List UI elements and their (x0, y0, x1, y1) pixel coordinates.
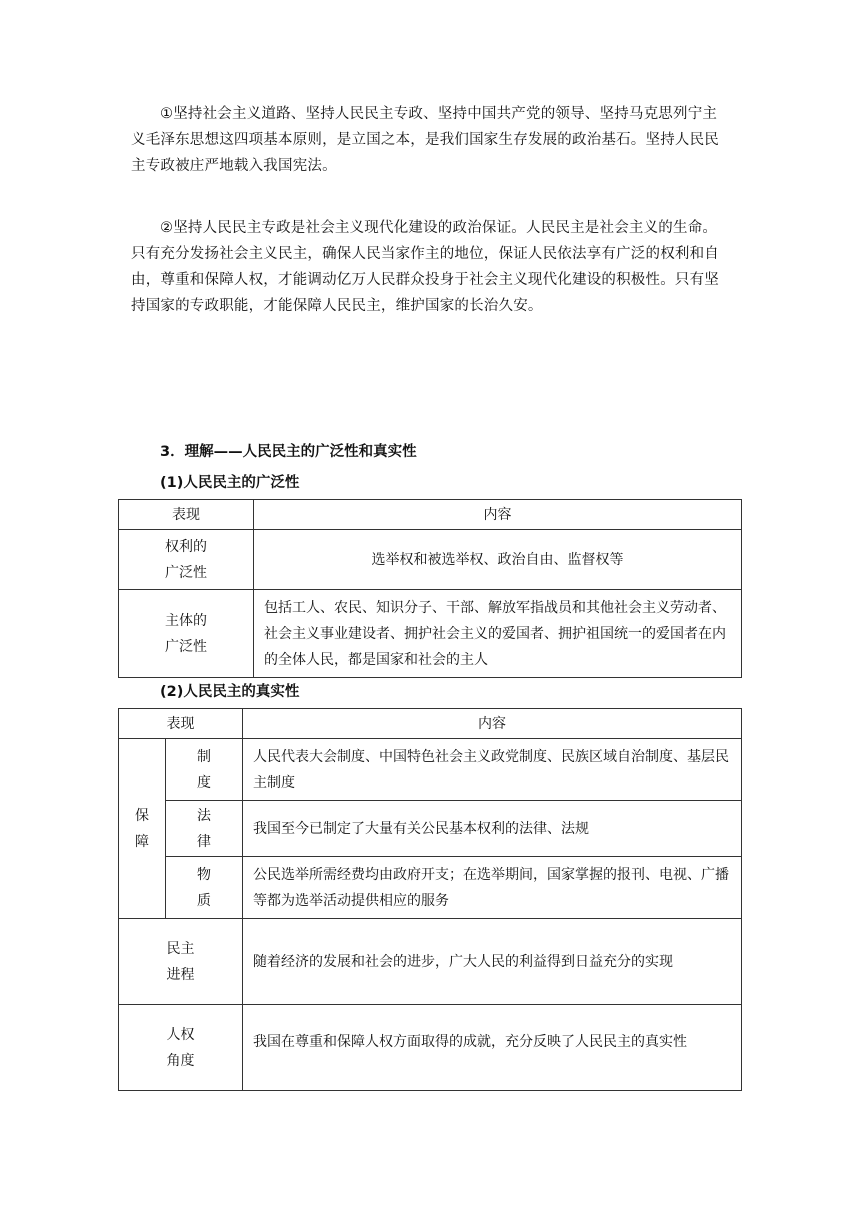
header-cell-content: 内容 (243, 709, 742, 739)
row-content: 随着经济的发展和社会的进步，广大人民的利益得到日益充分的实现 (243, 919, 742, 1005)
table-header-row (119, 500, 742, 530)
row-label-line: 广泛性 (165, 638, 207, 655)
row-content: 选举权和被选举权、政治自由、监督权等 (254, 530, 742, 590)
header-cell-performance: 表现 (119, 709, 243, 739)
sub-label-line: 度 (197, 774, 211, 791)
row-label-line: 权利的 (165, 538, 207, 555)
sub-label (166, 857, 243, 919)
paragraph-four-principles: ①坚持社会主义道路、坚持人民民主专政、坚持中国共产党的领导、坚持马克思列宁主义毛泽东思想这四项基本原则，是立国之本，是我们国家生存发展的政治基石。坚持人民民主专政被庄严地载入我国宪法。 (131, 106, 719, 174)
row-label-line: 主体的 (165, 612, 207, 629)
sub-label-line: 物 (197, 866, 211, 883)
sub-label-line: 律 (197, 833, 211, 850)
row-label (119, 530, 254, 590)
section-heading: 3．理解——人民民主的广泛性和真实性 (160, 444, 417, 460)
row-label (119, 590, 254, 678)
row-label-line: 角度 (166, 1052, 195, 1069)
table-header-row (119, 709, 742, 739)
row-content: 公民选举所需经费均由政府开支；在选举期间，国家掌握的报刊、电视、广播等都为选举活动提供相应的服务 (243, 857, 742, 919)
row-label-line: 广泛性 (165, 564, 207, 581)
sub-label-line: 质 (197, 892, 211, 909)
table-row (119, 919, 742, 1005)
table-row (119, 857, 742, 919)
group-label-line: 障 (135, 833, 149, 850)
row-label-line: 民主 (166, 940, 195, 957)
table-row (119, 590, 742, 678)
header-cell-performance: 表现 (119, 500, 254, 530)
paragraph-dictatorship-guarantee: ②坚持人民民主专政是社会主义现代化建设的政治保证。人民民主是社会主义的生命。只有充分发扬社会主义民主，确保人民当家作主的地位，保证人民依法享有广泛的权利和自由，尊重和保障人权，才能调动亿万人民群众投身于社会主义现代化建设的积极性。只有坚持国家的专政职能，才能保障人民民主，维护国家的长治久安。 (131, 220, 719, 314)
row-content: 人民代表大会制度、中国特色社会主义政党制度、民族区域自治制度、基层民主制度 (243, 739, 742, 801)
table-row (119, 530, 742, 590)
table-row (119, 801, 742, 857)
sub-label-line: 制 (197, 748, 211, 765)
group-label-line: 保 (135, 807, 149, 824)
row-label-line: 进程 (166, 966, 195, 983)
breadth-table (118, 499, 742, 678)
table-row (119, 1005, 742, 1091)
row-content: 我国在尊重和保障人权方面取得的成就，充分反映了人民民主的真实性 (243, 1005, 742, 1091)
subheading-breadth: (1)人民民主的广泛性 (160, 475, 300, 491)
row-label (119, 1005, 243, 1091)
row-label (119, 919, 243, 1005)
row-content: 包括工人、农民、知识分子、干部、解放军指战员和其他社会主义劳动者、社会主义事业建设者、拥护社会主义的爱国者、拥护祖国统一的爱国者在内的全体人民，都是国家和社会的主人 (254, 590, 742, 678)
sub-label-line: 法 (197, 807, 211, 824)
header-cell-content: 内容 (254, 500, 742, 530)
group-label-guarantee (119, 739, 166, 919)
table-row (119, 739, 742, 801)
row-label-line: 人权 (166, 1026, 195, 1043)
subheading-authenticity: (2)人民民主的真实性 (160, 684, 300, 700)
row-content: 我国至今已制定了大量有关公民基本权利的法律、法规 (243, 801, 742, 857)
authenticity-table (118, 708, 742, 1091)
sub-label (166, 739, 243, 801)
sub-label (166, 801, 243, 857)
